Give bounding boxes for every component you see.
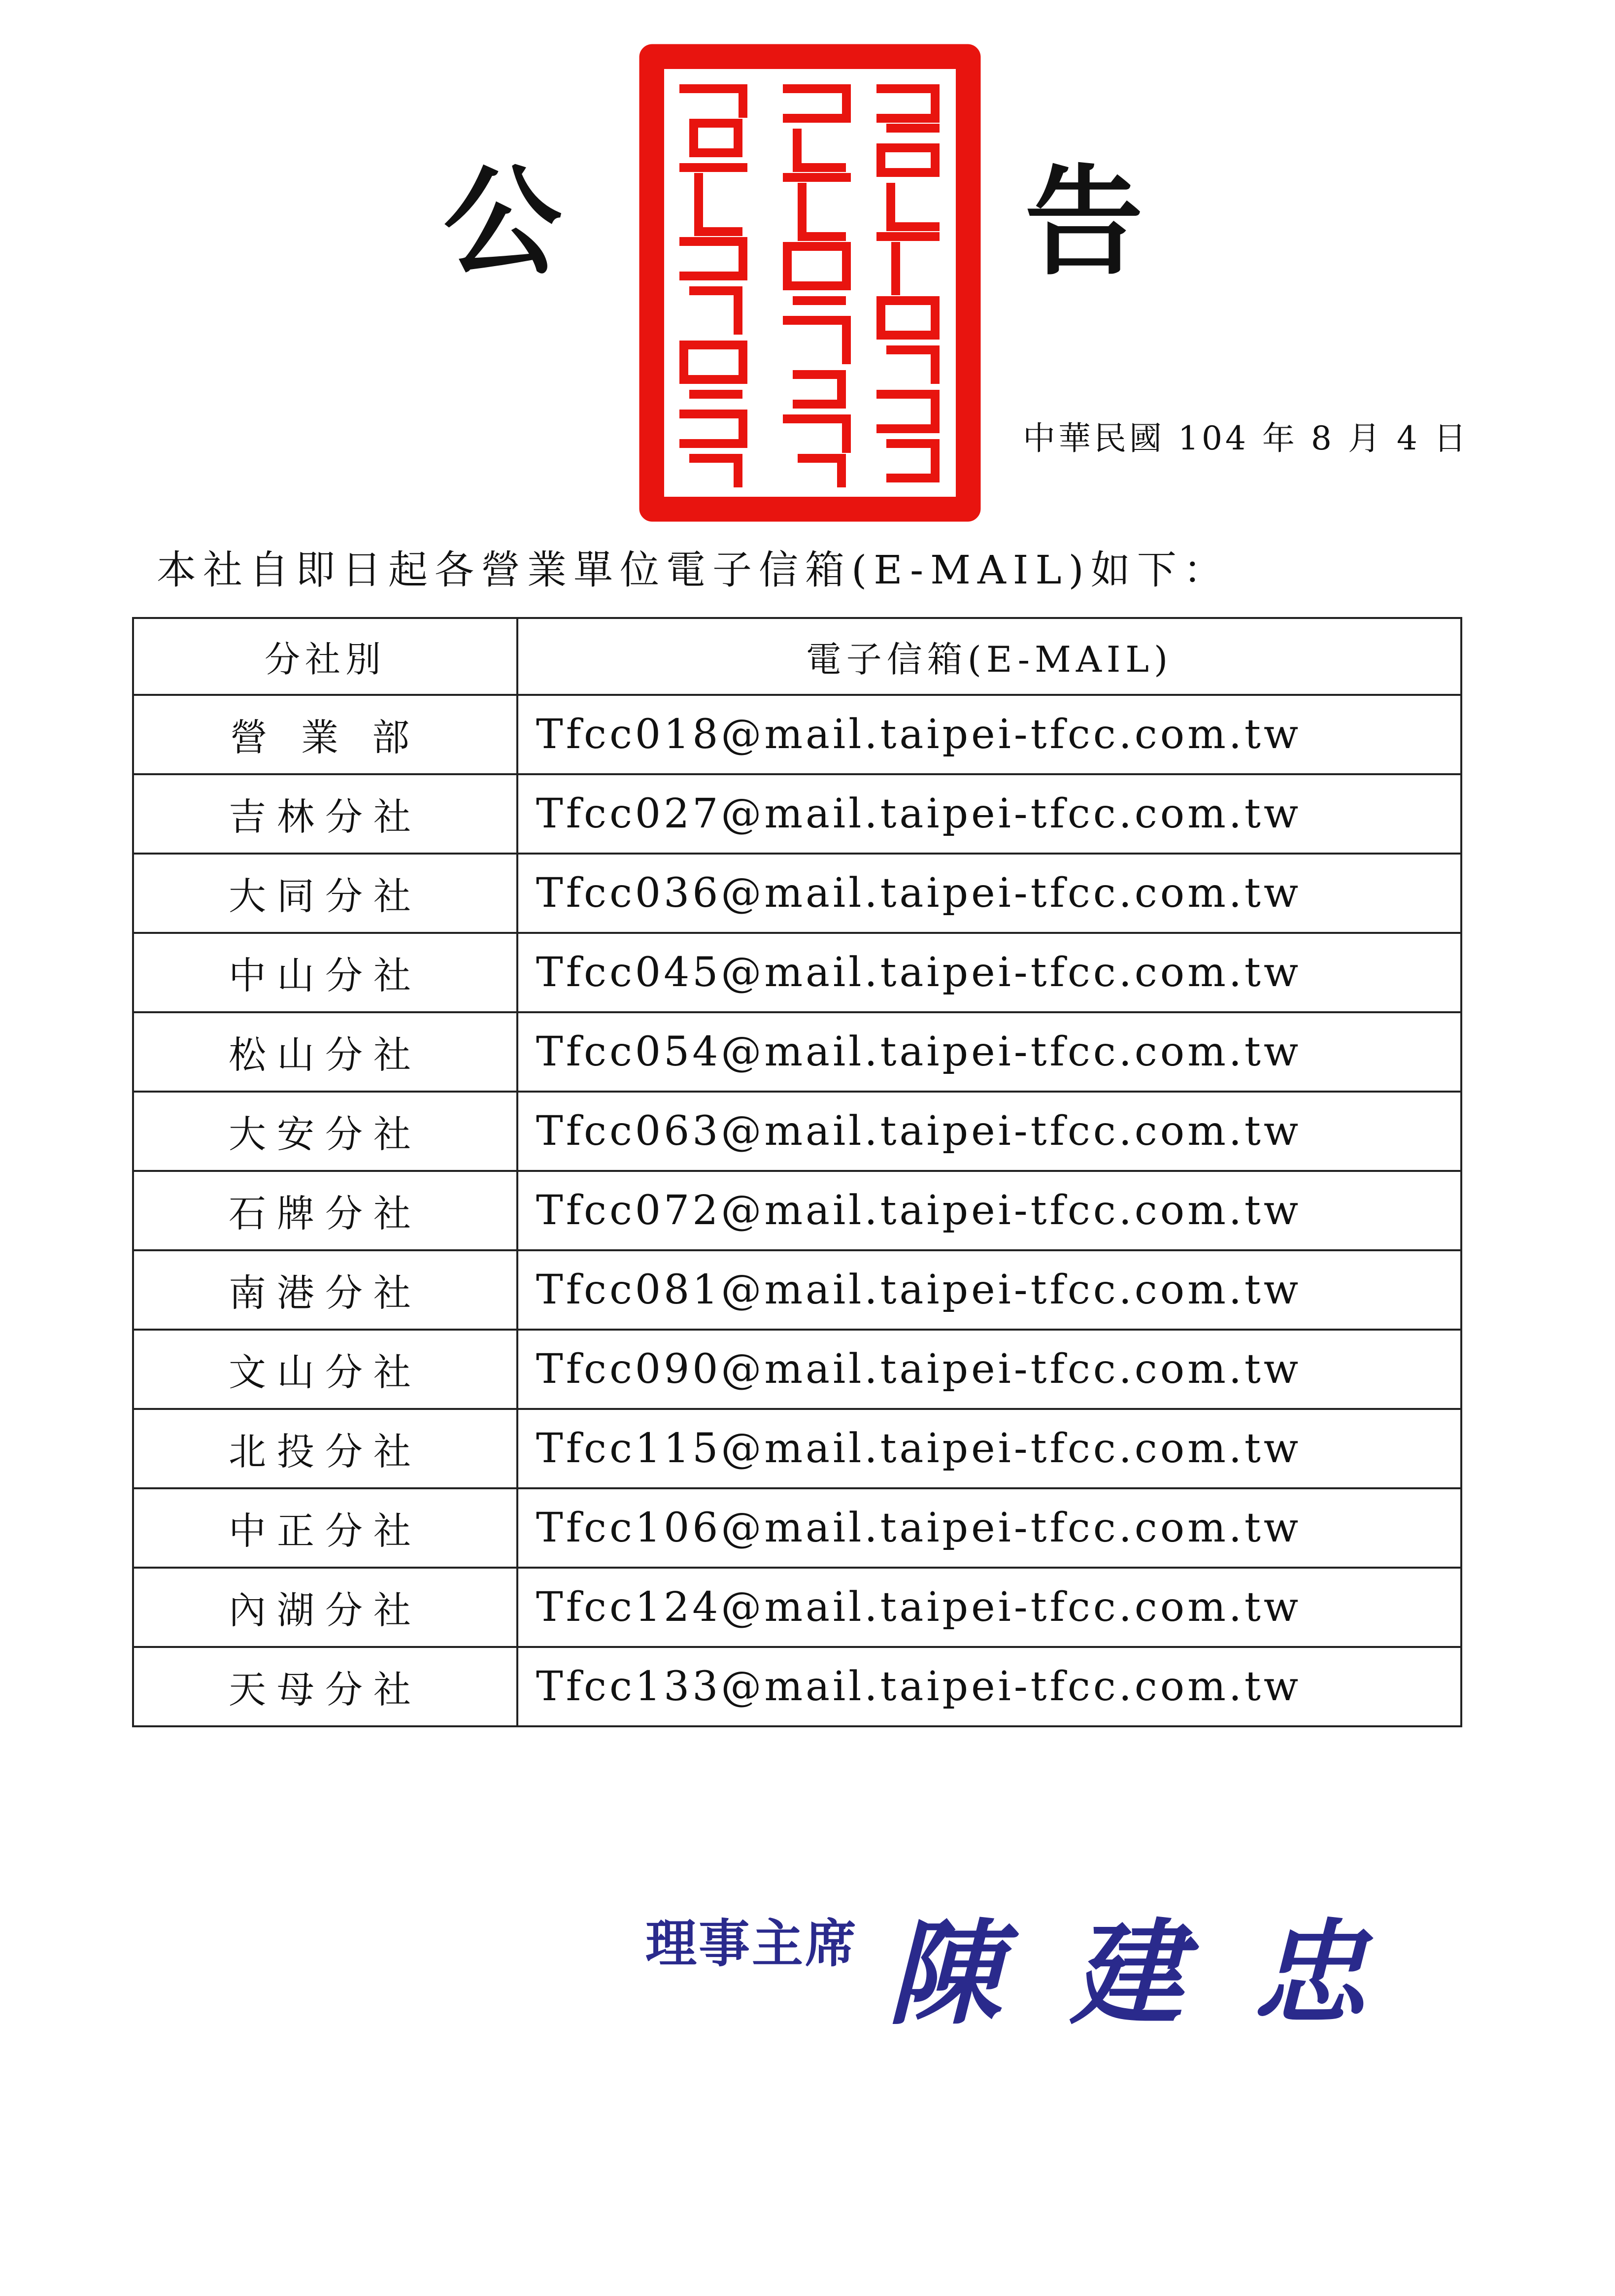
branch-email: Tfcc018@mail.taipei-tfcc.com.tw [517, 695, 1461, 774]
signature-name: 陳建忠 [888, 1907, 1435, 2040]
table-row [133, 1171, 1461, 1250]
branch-name: 文山分社 [133, 1330, 517, 1409]
branch-email: Tfcc115@mail.taipei-tfcc.com.tw [517, 1409, 1461, 1488]
table-row [133, 1409, 1461, 1488]
branch-email: Tfcc027@mail.taipei-tfcc.com.tw [517, 774, 1461, 854]
chairman-signature [645, 1883, 1435, 2046]
signature-title: 理事主席 [645, 1913, 859, 1974]
branch-name: 中正分社 [133, 1488, 517, 1568]
branch-name: 內湖分社 [133, 1568, 517, 1647]
branch-email: Tfcc124@mail.taipei-tfcc.com.tw [517, 1568, 1461, 1647]
branch-email: Tfcc133@mail.taipei-tfcc.com.tw [517, 1647, 1461, 1726]
branch-name: 營 業 部 [133, 695, 517, 774]
intro-text: 本社自即日起各營業單位電子信箱(E-MAIL)如下： [157, 547, 1230, 593]
branch-name: 北投分社 [133, 1409, 517, 1488]
table-row [133, 854, 1461, 933]
branch-name: 石牌分社 [133, 1171, 517, 1250]
table-row [133, 1647, 1461, 1726]
branch-name: 吉林分社 [133, 774, 517, 854]
official-seal-stamp [635, 39, 985, 526]
table-row [133, 1250, 1461, 1330]
branch-email: Tfcc054@mail.taipei-tfcc.com.tw [517, 1012, 1461, 1092]
table-row [133, 1012, 1461, 1092]
branch-email: Tfcc081@mail.taipei-tfcc.com.tw [517, 1250, 1461, 1330]
branch-name: 大安分社 [133, 1092, 517, 1171]
branch-email: Tfcc106@mail.taipei-tfcc.com.tw [517, 1488, 1461, 1568]
table-row [133, 1092, 1461, 1171]
table-header-row [133, 618, 1461, 695]
table-row [133, 933, 1461, 1012]
branch-email: Tfcc090@mail.taipei-tfcc.com.tw [517, 1330, 1461, 1409]
branch-email: Tfcc072@mail.taipei-tfcc.com.tw [517, 1171, 1461, 1250]
branch-email: Tfcc036@mail.taipei-tfcc.com.tw [517, 854, 1461, 933]
branch-email-table [132, 617, 1462, 1727]
table-row [133, 1568, 1461, 1647]
table-row [133, 774, 1461, 854]
notice-title-left-char: 公 [443, 152, 562, 291]
notice-title-right-char: 告 [1025, 152, 1144, 291]
branch-name: 中山分社 [133, 933, 517, 1012]
header-branch: 分社別 [133, 618, 517, 695]
table-row [133, 1488, 1461, 1568]
branch-name: 大同分社 [133, 854, 517, 933]
header-email: 電子信箱(E-MAIL) [517, 618, 1461, 695]
branch-email: Tfcc045@mail.taipei-tfcc.com.tw [517, 933, 1461, 1012]
table-row [133, 695, 1461, 774]
branch-name: 松山分社 [133, 1012, 517, 1092]
table-row [133, 1330, 1461, 1409]
branch-email: Tfcc063@mail.taipei-tfcc.com.tw [517, 1092, 1461, 1171]
branch-name: 天母分社 [133, 1647, 517, 1726]
notice-date: 中華民國 104 年 8 月 4 日 [1023, 419, 1469, 457]
branch-name: 南港分社 [133, 1250, 517, 1330]
